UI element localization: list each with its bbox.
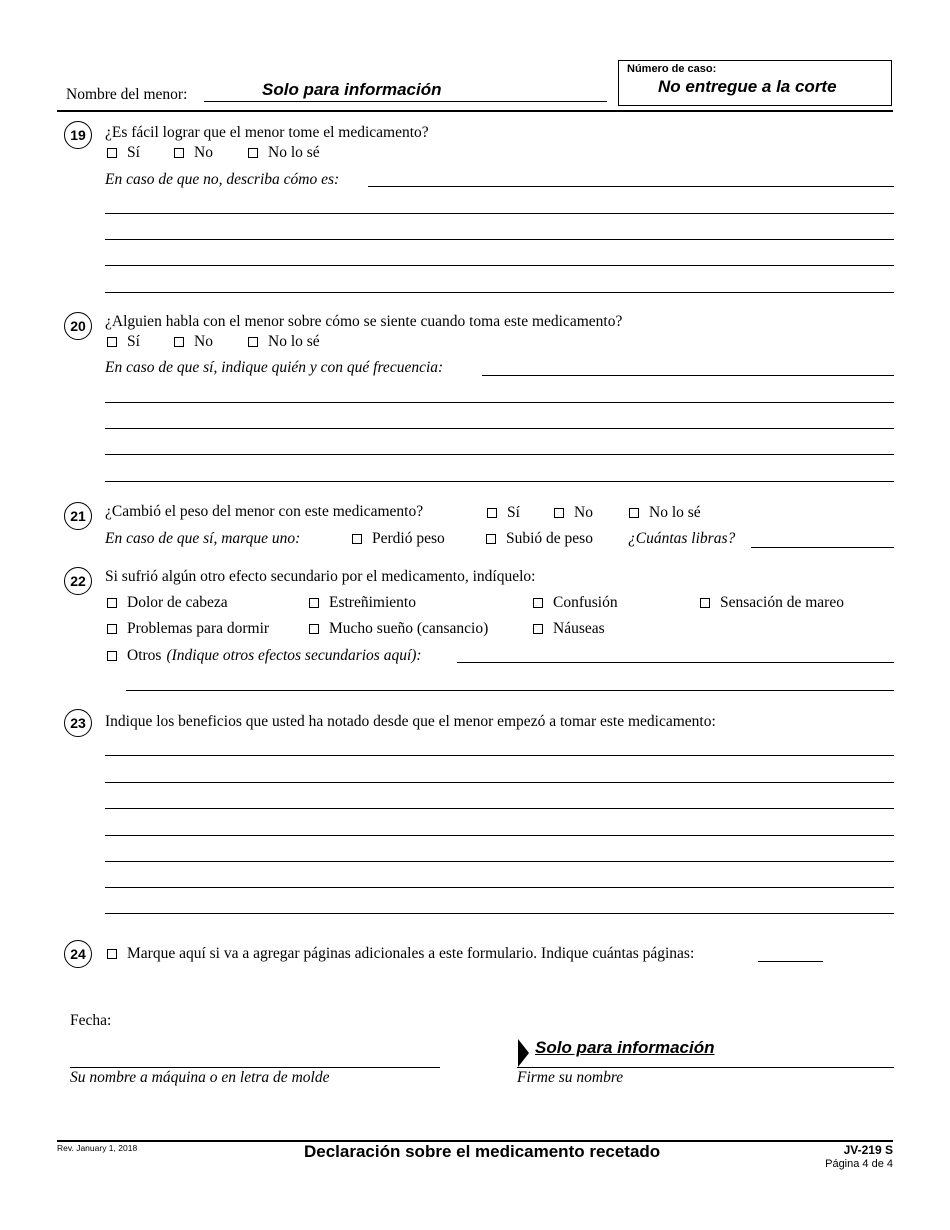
q19-no-checkbox[interactable] bbox=[174, 144, 213, 162]
q20-answer-line[interactable] bbox=[482, 375, 894, 376]
q22-confusion-checkbox[interactable] bbox=[533, 594, 618, 612]
form-id: JV-219 S bbox=[843, 1143, 893, 1157]
q19-yes-checkbox[interactable] bbox=[107, 144, 140, 162]
checkbox-icon bbox=[174, 148, 184, 158]
effect-label: Mucho sueño (cansancio) bbox=[329, 620, 489, 637]
revision-date: Rev. January 1, 2018 bbox=[57, 1143, 138, 1153]
effect-label: Náuseas bbox=[553, 620, 605, 637]
signature-value[interactable]: Solo para información bbox=[535, 1038, 715, 1057]
effect-label: Sensación de mareo bbox=[720, 594, 844, 611]
checkbox-icon bbox=[248, 337, 258, 347]
q19-answer-line[interactable] bbox=[105, 239, 894, 240]
q19-answer-line[interactable] bbox=[105, 213, 894, 214]
q20-unknown-label: No lo sé bbox=[268, 333, 320, 350]
form-title: Declaración sobre el medicamento recetado bbox=[304, 1142, 661, 1161]
child-name-line bbox=[204, 101, 607, 102]
q19-answer-line[interactable] bbox=[368, 186, 894, 187]
q21-yes-label: Sí bbox=[507, 504, 520, 521]
q22-other-label: Otros bbox=[127, 647, 162, 664]
q19-answer-line[interactable] bbox=[105, 265, 894, 266]
checkbox-icon bbox=[554, 508, 564, 518]
typed-name-label: Su nombre a máquina o en letra de molde bbox=[70, 1069, 330, 1086]
checkbox-icon bbox=[533, 624, 543, 634]
page-number: Página 4 de 4 bbox=[825, 1158, 893, 1170]
q23-question: Indique los beneficios que usted ha notado desde que el menor empezó a tomar este medicamento: bbox=[105, 713, 716, 730]
q23-answer-line[interactable] bbox=[105, 861, 894, 862]
q24-pages-line[interactable] bbox=[758, 961, 823, 962]
q21-no-checkbox[interactable] bbox=[554, 504, 593, 522]
q21-pounds-label: ¿Cuántas libras? bbox=[628, 530, 736, 547]
checkbox-icon bbox=[107, 651, 117, 661]
q20-answer-line[interactable] bbox=[105, 428, 894, 429]
header-rule bbox=[57, 110, 893, 112]
q21-no-label: No bbox=[574, 504, 593, 521]
q20-answer-line[interactable] bbox=[105, 402, 894, 403]
signature-line[interactable] bbox=[517, 1067, 894, 1068]
q22-sleep-problems-checkbox[interactable] bbox=[107, 620, 269, 638]
question-number-22: 22 bbox=[64, 567, 92, 595]
q23-answer-line[interactable] bbox=[105, 782, 894, 783]
q20-unknown-checkbox[interactable] bbox=[248, 333, 320, 351]
question-number-21: 21 bbox=[64, 502, 92, 530]
q20-no-label: No bbox=[194, 333, 213, 350]
q22-other-line[interactable] bbox=[457, 662, 894, 663]
q19-followup-label: En caso de que no, describa cómo es: bbox=[105, 171, 340, 188]
q23-answer-line[interactable] bbox=[105, 808, 894, 809]
q20-yes-checkbox[interactable] bbox=[107, 333, 140, 351]
q22-constipation-checkbox[interactable] bbox=[309, 594, 416, 612]
checkbox-icon bbox=[107, 624, 117, 634]
q20-answer-line[interactable] bbox=[105, 481, 894, 482]
question-number-20: 20 bbox=[64, 312, 92, 340]
question-number-19: 19 bbox=[64, 121, 92, 149]
q21-followup-label: En caso de que sí, marque uno: bbox=[105, 530, 301, 547]
q20-question: ¿Alguien habla con el menor sobre cómo se siente cuando toma este medicamento? bbox=[105, 313, 623, 330]
checkbox-icon bbox=[629, 508, 639, 518]
checkbox-icon bbox=[700, 598, 710, 608]
q20-answer-line[interactable] bbox=[105, 454, 894, 455]
q21-question: ¿Cambió el peso del menor con este medicamento? bbox=[105, 503, 424, 520]
q21-gained-weight-label: Subió de peso bbox=[506, 530, 593, 547]
case-number-value: No entregue a la corte bbox=[658, 77, 837, 96]
q20-followup-label: En caso de que sí, indique quién y con qué frecuencia: bbox=[105, 359, 444, 376]
q23-answer-line[interactable] bbox=[105, 887, 894, 888]
q21-gained-weight-checkbox[interactable] bbox=[486, 530, 593, 548]
checkbox-icon bbox=[107, 949, 117, 959]
q23-answer-line[interactable] bbox=[105, 913, 894, 914]
checkbox-icon bbox=[486, 534, 496, 544]
q21-yes-checkbox[interactable] bbox=[487, 504, 520, 522]
q22-nausea-checkbox[interactable] bbox=[533, 620, 605, 638]
q19-yes-label: Sí bbox=[127, 144, 140, 161]
checkbox-icon bbox=[487, 508, 497, 518]
effect-label: Problemas para dormir bbox=[127, 620, 270, 637]
checkbox-icon bbox=[309, 598, 319, 608]
q19-no-label: No bbox=[194, 144, 213, 161]
case-number-label: Número de caso: bbox=[627, 63, 717, 75]
question-number-24: 24 bbox=[64, 940, 92, 968]
q22-question: Si sufrió algún otro efecto secundario por el medicamento, indíquelo: bbox=[105, 568, 536, 585]
checkbox-icon bbox=[309, 624, 319, 634]
signature-label: Firme su nombre bbox=[517, 1069, 624, 1086]
q22-headache-checkbox[interactable] bbox=[107, 594, 228, 612]
q23-answer-line[interactable] bbox=[105, 835, 894, 836]
checkbox-icon bbox=[533, 598, 543, 608]
q20-yes-label: Sí bbox=[127, 333, 140, 350]
q23-answer-line[interactable] bbox=[105, 755, 894, 756]
q21-lost-weight-checkbox[interactable] bbox=[352, 530, 445, 548]
q24-additional-pages-checkbox[interactable] bbox=[107, 945, 694, 963]
q24-text: Marque aquí si va a agregar páginas adicionales a este formulario. Indique cuántas páginas: bbox=[127, 945, 695, 962]
sign-here-arrow-icon bbox=[518, 1039, 529, 1067]
q22-other-line[interactable] bbox=[126, 690, 894, 691]
q21-unknown-label: No lo sé bbox=[649, 504, 701, 521]
date-label: Fecha: bbox=[70, 1012, 112, 1029]
question-number-23: 23 bbox=[64, 709, 92, 737]
checkbox-icon bbox=[107, 337, 117, 347]
effect-label: Estreñimiento bbox=[329, 594, 416, 611]
q19-question: ¿Es fácil lograr que el menor tome el medicamento? bbox=[105, 124, 429, 141]
child-name-value[interactable]: Solo para información bbox=[262, 80, 442, 99]
q19-unknown-checkbox[interactable] bbox=[248, 144, 320, 162]
q19-unknown-label: No lo sé bbox=[268, 144, 320, 161]
checkbox-icon bbox=[248, 148, 258, 158]
q20-no-checkbox[interactable] bbox=[174, 333, 213, 351]
checkbox-icon bbox=[352, 534, 362, 544]
q19-answer-line[interactable] bbox=[105, 292, 894, 293]
q22-other-hint: (Indique otros efectos secundarios aquí): bbox=[166, 647, 422, 664]
q22-drowsiness-checkbox[interactable] bbox=[309, 620, 488, 638]
effect-label: Confusión bbox=[553, 594, 618, 611]
q22-other-checkbox[interactable] bbox=[107, 647, 422, 665]
checkbox-icon bbox=[107, 148, 117, 158]
q21-pounds-line[interactable] bbox=[751, 547, 894, 548]
checkbox-icon bbox=[174, 337, 184, 347]
effect-label: Dolor de cabeza bbox=[127, 594, 228, 611]
q22-dizziness-checkbox[interactable] bbox=[700, 594, 844, 612]
checkbox-icon bbox=[107, 598, 117, 608]
q21-unknown-checkbox[interactable] bbox=[629, 504, 701, 522]
typed-name-line[interactable] bbox=[70, 1067, 440, 1068]
q21-lost-weight-label: Perdió peso bbox=[372, 530, 445, 547]
child-name-label: Nombre del menor: bbox=[66, 86, 188, 103]
